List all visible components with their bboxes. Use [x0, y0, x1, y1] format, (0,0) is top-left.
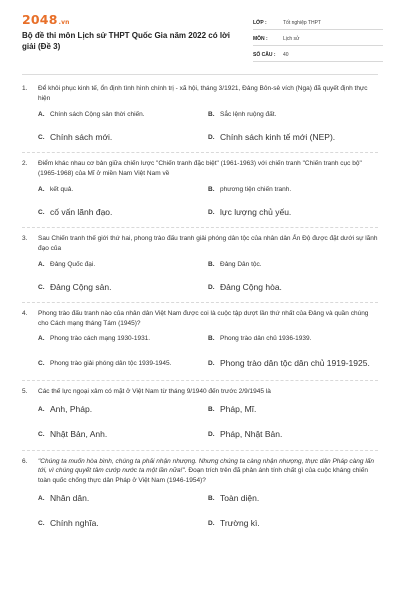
- brand-logo[interactable]: [22, 12, 70, 27]
- question-5: [0, 381, 400, 450]
- option-text: lực lượng chủ yếu.: [220, 206, 292, 217]
- answer-options: [22, 332, 378, 374]
- question-number: 6.: [22, 457, 28, 465]
- answer-options: [22, 402, 378, 444]
- option-letter: C.: [38, 359, 45, 367]
- option-letter: A.: [38, 494, 45, 502]
- option-text: Đảng Cộng hòa.: [220, 281, 282, 292]
- option-letter: C.: [38, 519, 45, 527]
- option-letter: A.: [38, 260, 45, 268]
- question-6: [0, 451, 400, 533]
- answer-option-b[interactable]: [208, 183, 378, 195]
- question-list: [0, 78, 400, 532]
- question-text: [38, 234, 378, 253]
- option-text: Đảng Dân tộc.: [220, 260, 262, 268]
- exam-meta: [253, 17, 383, 65]
- option-text: Phong trào cách mạng 1930-1931.: [50, 334, 151, 342]
- brand-suffix: .vn: [58, 19, 70, 26]
- answer-option-b[interactable]: [208, 332, 378, 344]
- question-prompt: Sau Chiến tranh thế giới thứ hai, phong trào đấu tranh giải phóng dân tộc của nhân dân Ấn Độ được đặt dưới sự lãnh đạo của: [38, 235, 378, 252]
- option-text: Nhật Bản, Anh.: [50, 429, 108, 439]
- option-letter: C.: [38, 133, 45, 141]
- question-text: [38, 387, 378, 397]
- question-2: [0, 153, 400, 227]
- answer-option-c[interactable]: [38, 128, 208, 146]
- option-letter: D.: [208, 431, 215, 438]
- option-text: Sắc lệnh ruộng đất.: [220, 110, 277, 118]
- answer-option-a[interactable]: [38, 490, 208, 506]
- question-number: 1.: [22, 85, 28, 92]
- answer-option-a[interactable]: [38, 258, 208, 270]
- meta-value: Lịch sử: [283, 36, 300, 42]
- answer-option-d[interactable]: [208, 426, 378, 444]
- option-letter: D.: [208, 359, 215, 367]
- answer-option-d[interactable]: [208, 203, 378, 221]
- question-text: [38, 159, 378, 178]
- option-text: Pháp, Mĩ.: [220, 404, 257, 414]
- option-letter: C.: [38, 283, 45, 291]
- option-text: Phong trào dân tộc dân chủ 1919-1925.: [220, 357, 370, 368]
- question-prompt: Đoạn trích trên đã phản ánh tính chất gì của cuộc kháng chiến toàn quốc chống thực dân Pháp ở Việt Nam (1946-1954)?: [38, 467, 368, 484]
- answer-option-c[interactable]: [38, 352, 208, 374]
- question-stem: [22, 159, 378, 178]
- meta-key: MÔN :: [253, 36, 268, 42]
- option-letter: B.: [208, 110, 215, 118]
- answer-option-c[interactable]: [38, 426, 208, 444]
- question-prompt: Các thế lực ngoại xâm có mặt ở Việt Nam từ tháng 9/1940 đến trước 2/9/1945 là: [38, 388, 271, 395]
- question-stem: [22, 84, 378, 103]
- question-text: [38, 457, 378, 486]
- question-number: 5.: [22, 388, 28, 395]
- question-3: [0, 228, 400, 302]
- answer-option-c[interactable]: [38, 278, 208, 296]
- option-letter: B.: [208, 494, 215, 502]
- option-text: kết quả.: [50, 185, 74, 193]
- answer-option-a[interactable]: [38, 332, 208, 344]
- question-4: [0, 303, 400, 380]
- question-stem: [22, 309, 378, 328]
- option-text: Đảng Quốc đại.: [50, 260, 96, 268]
- option-letter: A.: [38, 406, 45, 413]
- option-letter: A.: [38, 334, 45, 342]
- meta-row-grade: [253, 17, 383, 30]
- answer-option-b[interactable]: [208, 108, 378, 120]
- option-letter: C.: [38, 431, 45, 438]
- answer-option-a[interactable]: [38, 402, 208, 418]
- answer-option-d[interactable]: [208, 514, 378, 532]
- question-number: 2.: [22, 160, 28, 167]
- option-text: Anh, Pháp.: [50, 404, 93, 414]
- option-letter: D.: [208, 133, 215, 141]
- answer-option-b[interactable]: [208, 402, 378, 418]
- option-text: Phong trào giải phóng dân tộc 1939-1945.: [50, 359, 172, 367]
- option-text: Pháp, Nhật Bản.: [220, 429, 283, 439]
- option-text: Chính sách kinh tế mới (NEP).: [220, 131, 336, 142]
- option-letter: B.: [208, 260, 215, 268]
- option-letter: B.: [208, 406, 215, 413]
- question-text: [38, 84, 378, 103]
- option-text: Đảng Cộng sản.: [50, 281, 112, 292]
- option-text: Trường kì.: [220, 517, 260, 528]
- option-text: Phong trào dân chủ 1936-1939.: [220, 334, 312, 342]
- answer-option-b[interactable]: [208, 258, 378, 270]
- option-letter: B.: [208, 334, 215, 342]
- option-text: Nhân dân.: [50, 492, 90, 503]
- option-text: Chính sách mới.: [50, 131, 113, 142]
- question-stem: [22, 234, 378, 253]
- meta-row-count: [253, 49, 383, 62]
- answer-option-c[interactable]: [38, 203, 208, 221]
- answer-option-d[interactable]: [208, 278, 378, 296]
- question-prompt: Để khôi phục kinh tế, ổn định tình hình chính trị - xã hội, tháng 3/1921, Đảng Bôn-sê vích (Nga) đã quyết định thực hiện: [38, 85, 368, 102]
- answer-option-c[interactable]: [38, 514, 208, 532]
- question-prompt: Điểm khác nhau cơ bản giữa chiến lược "Chiến tranh đặc biệt" (1961-1963) với chiến tranh "Chiến tranh cục bộ" (1965-1968) của Mĩ ở miền Nam Việt Nam về: [38, 160, 362, 177]
- answer-options: [22, 108, 378, 146]
- option-text: phương tiện chiến tranh.: [220, 185, 292, 193]
- answer-option-a[interactable]: [38, 108, 208, 120]
- page-title: Bộ đề thi môn Lịch sử THPT Quốc Gia năm 2022 có lời giải (Đề 3): [22, 31, 230, 51]
- answer-option-d[interactable]: [208, 352, 378, 374]
- answer-option-d[interactable]: [208, 128, 378, 146]
- question-quote: "Chúng ta muốn hòa bình, chúng ta phải nhận nhượng. Nhưng chúng ta càng nhận nhượng, thực dân Pháp càng lấn tới, vì chúng quyết tâm cướp nước ta một lần nữa!".: [38, 457, 375, 474]
- answer-options: [22, 183, 378, 221]
- option-text: Chính nghĩa.: [50, 517, 99, 528]
- option-letter: A.: [38, 185, 45, 193]
- meta-value: Tốt nghiệp THPT: [283, 20, 321, 26]
- question-stem: [22, 457, 378, 486]
- answer-options: [22, 258, 378, 296]
- option-letter: C.: [38, 208, 45, 216]
- header-divider: [22, 74, 378, 75]
- meta-value: 40: [283, 52, 289, 58]
- meta-key: SỐ CÂU :: [253, 52, 276, 58]
- question-number: 3.: [22, 235, 28, 242]
- answer-option-b[interactable]: [208, 490, 378, 506]
- option-letter: D.: [208, 208, 215, 216]
- meta-key: LỚP :: [253, 20, 267, 26]
- answer-options: [22, 490, 378, 532]
- option-letter: D.: [208, 519, 215, 527]
- brand-name: 2048: [22, 12, 58, 27]
- answer-option-a[interactable]: [38, 183, 208, 195]
- question-prompt: Phong trào đấu tranh nào của nhân dân Việt Nam được coi là cuộc tập dượt lần thứ nhất của Đảng và quần chúng cho Cách mạng tháng Tám (1945)?: [38, 310, 369, 327]
- question-number: 4.: [22, 310, 28, 317]
- option-text: Chính sách Cộng sản thời chiến.: [50, 110, 145, 118]
- question-stem: [22, 387, 378, 397]
- option-letter: A.: [38, 110, 45, 118]
- document-header: [0, 0, 400, 62]
- option-letter: B.: [208, 185, 215, 193]
- question-1: [0, 78, 400, 152]
- meta-row-subject: [253, 33, 383, 46]
- question-text: [38, 309, 378, 328]
- option-text: cố vấn lãnh đạo.: [50, 206, 113, 217]
- option-letter: D.: [208, 283, 215, 291]
- option-text: Toàn diện.: [220, 492, 260, 503]
